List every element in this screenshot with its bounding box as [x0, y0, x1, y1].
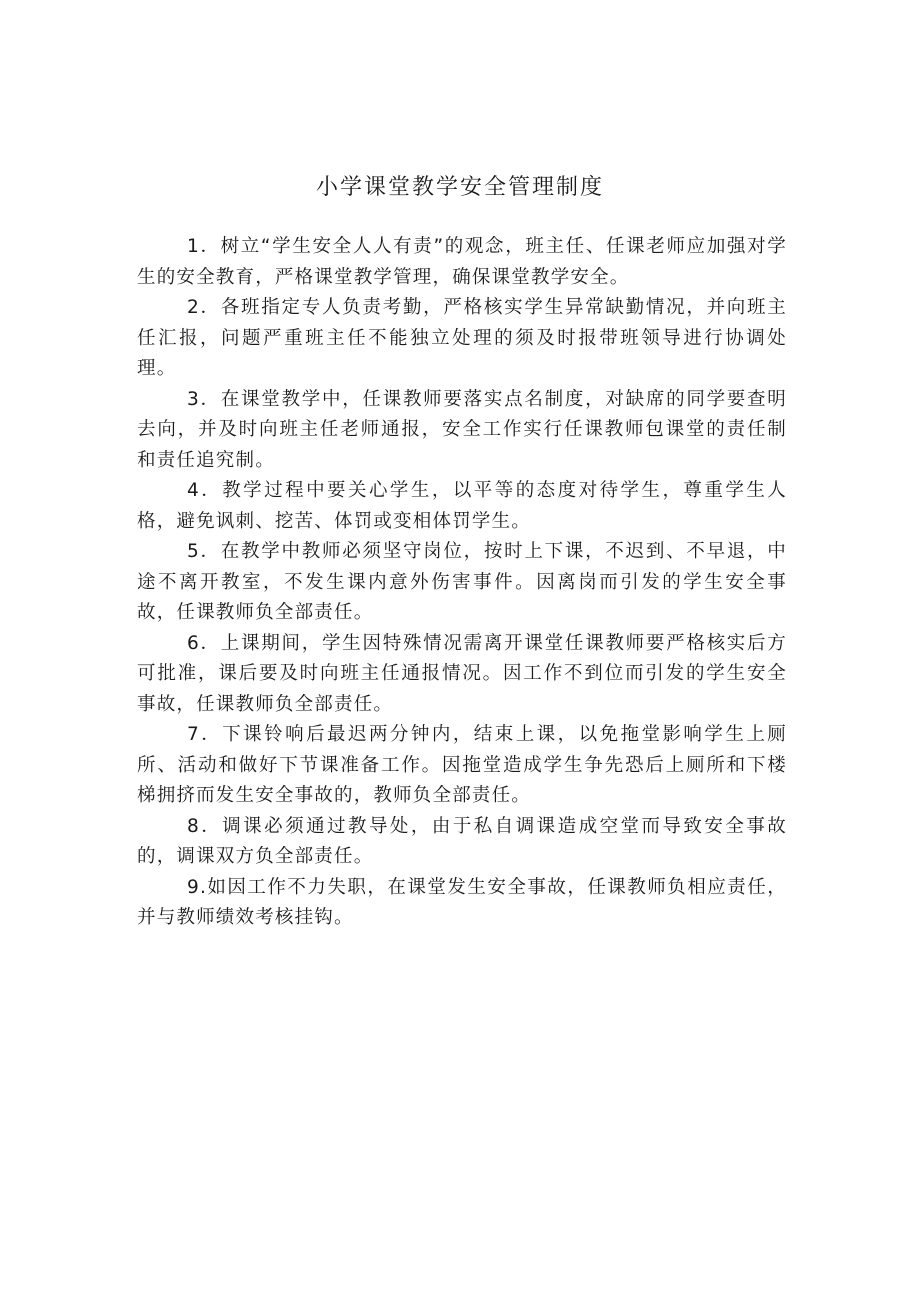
- clause-text: ．教学过程中要关心学生，以平等的态度对待学生，尊重学生人格，避免讽刺、挖苦、体罚或变相体罚学生。: [137, 480, 787, 532]
- document-body: [137, 232, 787, 934]
- clause-6: [137, 629, 787, 721]
- clause-number: 2: [187, 297, 200, 318]
- clause-8: [137, 812, 787, 873]
- clause-text: ．调课必须通过教导处，由于私自调课造成空堂而导致安全事故的，调课双方负全部责任。: [137, 815, 787, 867]
- clause-5: [137, 537, 787, 629]
- clause-number: 6: [187, 632, 200, 654]
- clause-text: .如因工作不力失职，在课堂发生安全事故，任课教师负相应责任，并与教师绩效考核挂钩。: [137, 876, 787, 928]
- clause-number: 3: [187, 388, 200, 410]
- document-title: 小学课堂教学安全管理制度: [315, 175, 604, 200]
- clause-number: 1: [187, 236, 200, 257]
- clause-text: ．下课铃响后最迟两分钟内，结束上课，以免拖堂影响学生上厕所、活动和做好下节课准备工作。因拖堂造成学生争先恐后上厕所和下楼梯拥挤而发生安全事故的，教师负全部责任。: [137, 724, 787, 806]
- clause-number: 9: [187, 876, 200, 898]
- clause-9: [137, 873, 787, 934]
- clause-number: 7: [187, 724, 200, 745]
- clause-text: ．在教学中教师必须坚守岗位，按时上下课，不迟到、不早退，中途不离开教室，不发生课内意外伤害事件。因离岗而引发的学生安全事故，任课教师负全部责任。: [137, 541, 787, 623]
- clause-number: 8: [187, 815, 200, 837]
- clause-text: ．树立“学生安全人人有责”的观念，班主任、任课老师应加强对学生的安全教育，严格课堂教学管理，确保课堂教学安全。: [137, 236, 787, 288]
- clause-text: ．各班指定专人负责考勤，严格核实学生异常缺勤情况，并向班主任汇报，问题严重班主任不能独立处理的须及时报带班领导进行协调处理。: [137, 297, 787, 379]
- clause-number: 5: [187, 541, 200, 562]
- clause-4: [137, 476, 787, 537]
- clause-number: 4: [187, 480, 200, 501]
- clause-3: [137, 385, 787, 477]
- clause-text: ．在课堂教学中，任课教师要落实点名制度，对缺席的同学要查明去向，并及时向班主任老师通报，安全工作实行任课教师包课堂的责任制和责任追究制。: [137, 388, 787, 471]
- clause-text: ．上课期间，学生因特殊情况需离开课堂任课教师要严格核实后方可批准，课后要及时向班主任通报情况。因工作不到位而引发的学生安全事故，任课教师负全部责任。: [137, 632, 787, 715]
- clause-1: [137, 232, 787, 293]
- clause-2: [137, 293, 787, 385]
- clause-7: [137, 720, 787, 812]
